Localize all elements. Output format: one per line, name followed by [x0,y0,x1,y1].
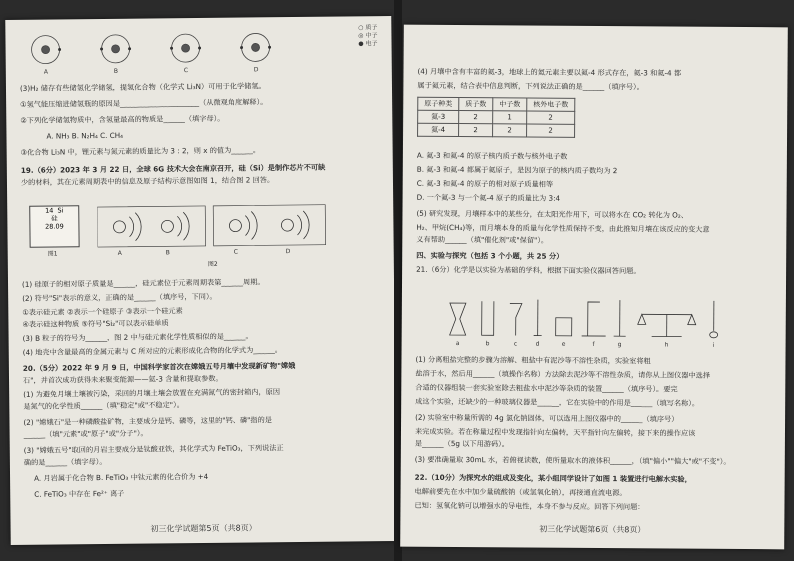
svg-text:B: B [165,249,170,257]
text-line: (2) 实验室中称量所需的 4g 氯化钠固体，可以选用上图仪器中的______（填序号） [415,412,679,424]
section-heading: 四、实验与探究（包括 3 个小题，共 25 分） [416,250,564,261]
text-line: (1) 硅原子的相对原子质量是______，硅元素位于元素周期表第______周期。 [21,277,265,289]
text-line: 盐溶于水，然后用______（填操作名称）方法除去泥沙等不溶性杂质，请你从上图仪器中选择 [415,368,711,380]
text-line: (3) B 粒子的符号为______，图 2 中与硅元素化学性质相似的是______。 [22,331,253,343]
text-line: ①氢气能压缩进储氢瓶的原因是______________________（从微观角度解释）。 [20,97,268,109]
table-header-row [418,97,575,111]
table-cell: 2 [527,124,575,137]
question-19: 19.（6分）2023 年 3 月 22 日，全球 6G 技术大会在南京召开，硅（Si）是制作芯片不可缺 [20,162,326,175]
table-header-cell: 质子数 [459,98,493,111]
atom-legend [358,24,377,48]
text-line: A. 月岩属于化合物 B. FeTiO₃ 中钛元素的化合价为 +4 [34,471,209,483]
table-header-cell: 中子数 [493,98,527,111]
silicon-element-card [29,205,79,248]
lab-apparatus-figure [442,293,742,349]
text-line: 已知：氢氧化钠可以增强水的导电性，本身不参与反应。回答下列问题： [414,500,645,512]
apparatus-label: a [455,340,460,348]
svg-text:A: A [117,249,122,257]
apparatus-label: i [712,341,715,349]
apparatus-label: c [513,340,518,348]
text-line: 来完成实验。若在称量过程中发现指针向左偏转，天平指针向左偏转，接下来的操作应该 [414,426,696,438]
question-22: 22.（10分）为探究水的组成及变化，某小组同学设计了如图 1 装置进行电解水实验， [414,472,692,484]
table-row [418,123,575,137]
table-cell: 2 [459,111,493,124]
text-line: 合适的仪器组装一套实验室除去粗盐水中泥沙等杂质的装置______（填序号）。要完 [415,382,678,394]
text-line: (3) 要准确量取 30mL 水，若俯视读数，使所量取水的液体积______，（填"偏小""偏大"或"不变"）。 [414,454,731,466]
table-cell: 氦-3 [418,110,459,123]
table-cell: 1 [493,111,527,124]
table-cell: 2 [493,124,527,137]
text-line: (2) "嫦娥石"是一种磷酸盐矿物，主要成分是钙、磷等，这里的"钙、磷"指的是 [23,415,273,427]
table-cell: 2 [527,111,575,124]
figure-1-label: 图1 [47,250,58,258]
exam-page-right [400,25,788,550]
text-line: A. 氦-3 和氦-4 的原子核内质子数与核外电子数 [416,150,568,161]
text-line: 是氮气的化学性质______（填"稳定"或"不稳定"）。 [23,400,184,411]
text-line: 少的材料，其在元素周期表中的信息及原子结构示意图如图 1，结合图 2 回答。 [20,175,275,187]
table-row [418,110,575,124]
atom-structure-figure [15,21,336,78]
text-line: B. 氦-3 和氦-4 都属于氦原子，是因为原子的核内质子数均为 2 [416,164,618,176]
table-header-cell: 原子种类 [418,97,459,110]
question-21: 21.（6分）化学是以实验为基础的学科，根据下面实验仪器回答问题。 [416,264,641,276]
legend-item: ◎ 中子 [358,32,378,40]
exam-page-left [5,16,396,545]
text-line: (3) "嫦娥五号"取回的月岩主要成分是钛酸亚铁，其化学式为 FeTiO₃，下列说法正 [23,443,284,455]
text-line: 成这个实验，还缺少的一种玻璃仪器是______，它在实验中的作用是______（填写名称）。 [415,396,700,408]
text-line: (1) 分离粗盐完整的步骤为溶解、粗盐中有泥沙等不溶性杂质，实验室将粗 [415,354,651,366]
text-line: C. 氦-3 和氦-4 的原子的相对原子质量相等 [416,178,554,189]
text-line: (4) 地壳中含量最高的金属元素与 C 所对应的元素形成化合物的化学式为______。 [22,345,283,357]
table-header-cell: 核外电子数 [527,98,575,111]
text-line: 是______（5g 以下用游码）。 [414,438,510,449]
text-line: (5) 研究发现，月壤样本中的某些分，在太阳光作用下，可以将水在 CO₂ 转化为 O₂、 [416,208,688,220]
text-line: 电解前要先在水中加少量硫酸钠（或氢氧化钠），再接通直流电源。 [414,486,627,498]
legend-item: ● 电子 [358,40,378,48]
apparatus-label: h [664,341,669,349]
svg-text:D: D [253,66,259,74]
apparatus-label: f [592,340,595,349]
text-line: ①表示硅元素 ②表示一个硅原子 ③表示一个硅元素 [22,306,183,317]
page-footer: 初三化学试题第6页（共8页） [539,524,646,535]
apparatus-label: e [561,340,566,348]
svg-text:D: D [285,248,291,256]
text-line: H₂、甲烷(CH₄)等，而月壤本身的质量与化学性质保持不变，由此推知月壤在该反应的变大意 [416,222,710,234]
text-line: (3)H₂ 储存有些储氢化学储氢，提氢化合物（化学式 Li₃N）可用于化学储氢。 [19,81,266,93]
text-line: ②下列化学储氢物质中，含氢量最高的物质是______（填字母）。 [20,113,225,125]
figure-2-label: 图2 [207,260,218,268]
svg-text:C: C [233,248,238,256]
element-card-text: 14 Si 硅 28.09 [45,206,64,231]
text-line: A. NH₃ B. N₂H₄ C. CH₄ [46,130,124,141]
page-footer: 初三化学试题第5页（共8页） [150,523,257,534]
text-line: D. 一个氦-3 与一个氦-4 原子的质量比为 3:4 [416,192,561,203]
text-line: (4) 月壤中含有丰富的氦-3，地球上的氦元素主要以氦-4 形式存在，氦-3 和氦-4 都 [417,66,682,78]
apparatus-label: g [617,341,622,349]
table-cell: 氦-4 [418,123,459,136]
text-line: C. FeTiO₃ 中存在 Fe²⁺ 离子 [34,488,125,499]
table-cell: 2 [459,124,493,137]
svg-text:C: C [183,67,189,75]
legend-item: ○ 质子 [358,24,378,32]
text-line: (1) 为避免月壤土壤被污染，采回的月壤土壤会放置在充满氮气的密封箱内，原因 [23,387,281,399]
question-20: 20.（5分）2022 年 9 月 9 日，中国科学家首次在嫦娥五号月壤中发现新矿物"嫦娥 [22,361,296,373]
text-line: ______（填"元素"或"原子"或"分子"）。 [23,428,148,439]
text-line: 确的是______（填字母）。 [23,456,107,467]
text-line: ③化合物 Li₃N 中，锂元素与氮元素的质量比为 3 : 2，则 x 的值为______。 [20,145,261,157]
text-line: 属于氦元素，结合表中信息判断，下列说法正确的是______（填序号）。 [417,80,644,92]
apparatus-label: d [535,340,540,348]
text-line: ④表示硅这种物质 ⑤符号"Si₂"可以表示硅单质 [22,318,169,329]
text-line: 义有帮助______（填"催化剂"或"保留"）。 [416,234,549,245]
isotope-table [417,97,575,138]
apparatus-label: b [485,340,490,348]
text-line: 石"，并首次成功获得未来聚变能源——氦-3 含量和提取参数。 [22,373,223,385]
svg-text:A: A [43,68,48,76]
text-line: (2) 符号"Si"表示的意义，正确的是______（填序号，下同）。 [22,291,217,303]
svg-text:B: B [113,67,118,75]
